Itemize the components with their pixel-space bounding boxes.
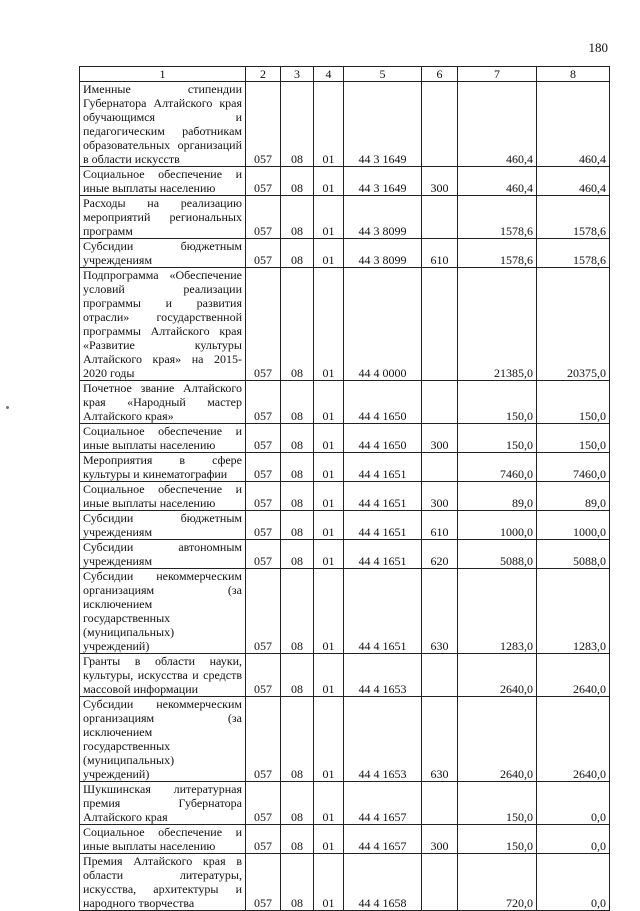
target-item-cell: 44 3 1649 bbox=[344, 82, 422, 167]
subsection-code-cell: 01 bbox=[314, 511, 344, 540]
expense-type-cell bbox=[422, 196, 458, 239]
amount-year2-cell: 1578,6 bbox=[537, 196, 610, 239]
amount-year1-cell: 1578,6 bbox=[458, 196, 537, 239]
ministry-code-cell: 057 bbox=[246, 167, 281, 196]
target-item-cell: 44 4 1653 bbox=[344, 654, 422, 697]
section-code-cell: 08 bbox=[281, 825, 314, 854]
amount-year2-cell: 1578,6 bbox=[537, 239, 610, 268]
expense-type-cell bbox=[422, 268, 458, 381]
page-number: 180 bbox=[588, 40, 608, 55]
subsection-code-cell: 01 bbox=[314, 424, 344, 453]
expense-type-cell bbox=[422, 82, 458, 167]
section-code-cell: 08 bbox=[281, 381, 314, 424]
target-item-cell: 44 4 1651 bbox=[344, 482, 422, 511]
amount-year1-cell: 150,0 bbox=[458, 424, 537, 453]
row-name-cell: Социальное обеспечение и иные выплаты населению bbox=[80, 482, 246, 511]
header-col-7: 7 bbox=[458, 67, 537, 82]
ministry-code-cell: 057 bbox=[246, 825, 281, 854]
section-code-cell: 08 bbox=[281, 697, 314, 782]
row-name-cell: Субсидии бюджетным учреждениям bbox=[80, 511, 246, 540]
subsection-code-cell: 01 bbox=[314, 381, 344, 424]
amount-year1-cell: 5088,0 bbox=[458, 540, 537, 569]
row-name-cell: Премия Алтайского края в области литературы, искусства, архитектуры и народного творчества bbox=[80, 854, 246, 911]
subsection-code-cell: 01 bbox=[314, 196, 344, 239]
subsection-code-cell: 01 bbox=[314, 239, 344, 268]
section-code-cell: 08 bbox=[281, 482, 314, 511]
expense-type-cell: 620 bbox=[422, 540, 458, 569]
amount-year2-cell: 89,0 bbox=[537, 482, 610, 511]
table-row bbox=[80, 482, 610, 511]
target-item-cell: 44 4 1653 bbox=[344, 697, 422, 782]
expense-type-cell: 610 bbox=[422, 239, 458, 268]
section-code-cell: 08 bbox=[281, 569, 314, 654]
amount-year2-cell: 1283,0 bbox=[537, 569, 610, 654]
table-row bbox=[80, 654, 610, 697]
ministry-code-cell: 057 bbox=[246, 268, 281, 381]
budget-table bbox=[79, 66, 610, 911]
header-row bbox=[80, 67, 610, 82]
row-name-cell: Подпрограмма «Обеспечение условий реализации программы и развития отрасли» государственной программы Алтайского края «Развитие культуры Алтайского края» на 2015-2020 годы bbox=[80, 268, 246, 381]
table-row bbox=[80, 825, 610, 854]
header-col-1: 1 bbox=[80, 67, 246, 82]
expense-type-cell: 630 bbox=[422, 697, 458, 782]
expense-type-cell bbox=[422, 854, 458, 911]
amount-year1-cell: 89,0 bbox=[458, 482, 537, 511]
table-row bbox=[80, 82, 610, 167]
ministry-code-cell: 057 bbox=[246, 854, 281, 911]
ministry-code-cell: 057 bbox=[246, 697, 281, 782]
row-name-cell: Гранты в области науки, культуры, искусства и средств массовой информации bbox=[80, 654, 246, 697]
table-body bbox=[80, 82, 610, 911]
row-name-cell: Почетное звание Алтайского края «Народный мастер Алтайского края» bbox=[80, 381, 246, 424]
header-col-4: 4 bbox=[314, 67, 344, 82]
amount-year2-cell: 460,4 bbox=[537, 167, 610, 196]
ministry-code-cell: 057 bbox=[246, 82, 281, 167]
amount-year1-cell: 1283,0 bbox=[458, 569, 537, 654]
ministry-code-cell: 057 bbox=[246, 540, 281, 569]
header-col-8: 8 bbox=[537, 67, 610, 82]
row-name-cell: Шукшинская литературная премия Губернатора Алтайского края bbox=[80, 782, 246, 825]
section-code-cell: 08 bbox=[281, 854, 314, 911]
target-item-cell: 44 4 1650 bbox=[344, 424, 422, 453]
row-name-cell: Субсидии некоммерческим организациям (за исключением государственных (муниципальных) учреждений) bbox=[80, 569, 246, 654]
amount-year1-cell: 2640,0 bbox=[458, 654, 537, 697]
table-row bbox=[80, 424, 610, 453]
section-code-cell: 08 bbox=[281, 654, 314, 697]
table-row bbox=[80, 540, 610, 569]
expense-type-cell bbox=[422, 381, 458, 424]
section-code-cell: 08 bbox=[281, 268, 314, 381]
table-row bbox=[80, 511, 610, 540]
target-item-cell: 44 3 1649 bbox=[344, 167, 422, 196]
ministry-code-cell: 057 bbox=[246, 453, 281, 482]
subsection-code-cell: 01 bbox=[314, 569, 344, 654]
header-col-3: 3 bbox=[281, 67, 314, 82]
section-code-cell: 08 bbox=[281, 424, 314, 453]
expense-type-cell: 300 bbox=[422, 424, 458, 453]
row-name-cell: Социальное обеспечение и иные выплаты населению bbox=[80, 825, 246, 854]
subsection-code-cell: 01 bbox=[314, 782, 344, 825]
subsection-code-cell: 01 bbox=[314, 697, 344, 782]
ministry-code-cell: 057 bbox=[246, 654, 281, 697]
subsection-code-cell: 01 bbox=[314, 540, 344, 569]
amount-year1-cell: 21385,0 bbox=[458, 268, 537, 381]
section-code-cell: 08 bbox=[281, 511, 314, 540]
row-name-cell: Именные стипендии Губернатора Алтайского края обучающимся и педагогическим работникам образовательных организаций в области искусств bbox=[80, 82, 246, 167]
scan-speck bbox=[6, 406, 9, 409]
target-item-cell: 44 4 1657 bbox=[344, 782, 422, 825]
section-code-cell: 08 bbox=[281, 239, 314, 268]
subsection-code-cell: 01 bbox=[314, 854, 344, 911]
table-row bbox=[80, 453, 610, 482]
expense-type-cell: 300 bbox=[422, 167, 458, 196]
table-row bbox=[80, 196, 610, 239]
amount-year2-cell: 0,0 bbox=[537, 782, 610, 825]
subsection-code-cell: 01 bbox=[314, 825, 344, 854]
amount-year1-cell: 7460,0 bbox=[458, 453, 537, 482]
ministry-code-cell: 057 bbox=[246, 196, 281, 239]
amount-year2-cell: 5088,0 bbox=[537, 540, 610, 569]
expense-type-cell: 300 bbox=[422, 825, 458, 854]
amount-year1-cell: 460,4 bbox=[458, 167, 537, 196]
ministry-code-cell: 057 bbox=[246, 569, 281, 654]
amount-year2-cell: 150,0 bbox=[537, 424, 610, 453]
row-name-cell: Субсидии бюджетным учреждениям bbox=[80, 239, 246, 268]
amount-year2-cell: 2640,0 bbox=[537, 697, 610, 782]
target-item-cell: 44 4 1651 bbox=[344, 511, 422, 540]
target-item-cell: 44 4 1658 bbox=[344, 854, 422, 911]
target-item-cell: 44 4 1657 bbox=[344, 825, 422, 854]
table-row bbox=[80, 268, 610, 381]
section-code-cell: 08 bbox=[281, 782, 314, 825]
row-name-cell: Субсидии некоммерческим организациям (за исключением государственных (муниципальных) учреждений) bbox=[80, 697, 246, 782]
row-name-cell: Расходы на реализацию мероприятий региональных программ bbox=[80, 196, 246, 239]
expense-type-cell: 630 bbox=[422, 569, 458, 654]
ministry-code-cell: 057 bbox=[246, 782, 281, 825]
expense-type-cell bbox=[422, 782, 458, 825]
section-code-cell: 08 bbox=[281, 540, 314, 569]
expense-type-cell bbox=[422, 453, 458, 482]
table-row bbox=[80, 782, 610, 825]
section-code-cell: 08 bbox=[281, 82, 314, 167]
target-item-cell: 44 4 1651 bbox=[344, 540, 422, 569]
table-header bbox=[80, 67, 610, 82]
ministry-code-cell: 057 bbox=[246, 482, 281, 511]
header-col-6: 6 bbox=[422, 67, 458, 82]
row-name-cell: Социальное обеспечение и иные выплаты населению bbox=[80, 424, 246, 453]
table-row bbox=[80, 854, 610, 911]
table-row bbox=[80, 239, 610, 268]
ministry-code-cell: 057 bbox=[246, 381, 281, 424]
amount-year1-cell: 150,0 bbox=[458, 825, 537, 854]
amount-year2-cell: 20375,0 bbox=[537, 268, 610, 381]
table-row bbox=[80, 569, 610, 654]
table-row bbox=[80, 167, 610, 196]
amount-year2-cell: 0,0 bbox=[537, 825, 610, 854]
amount-year2-cell: 2640,0 bbox=[537, 654, 610, 697]
subsection-code-cell: 01 bbox=[314, 268, 344, 381]
table-row bbox=[80, 697, 610, 782]
row-name-cell: Субсидии автономным учреждениям bbox=[80, 540, 246, 569]
ministry-code-cell: 057 bbox=[246, 511, 281, 540]
amount-year2-cell: 0,0 bbox=[537, 854, 610, 911]
amount-year1-cell: 460,4 bbox=[458, 82, 537, 167]
amount-year2-cell: 150,0 bbox=[537, 381, 610, 424]
subsection-code-cell: 01 bbox=[314, 654, 344, 697]
subsection-code-cell: 01 bbox=[314, 453, 344, 482]
expense-type-cell: 300 bbox=[422, 482, 458, 511]
amount-year2-cell: 460,4 bbox=[537, 82, 610, 167]
amount-year1-cell: 150,0 bbox=[458, 381, 537, 424]
amount-year1-cell: 1000,0 bbox=[458, 511, 537, 540]
ministry-code-cell: 057 bbox=[246, 239, 281, 268]
expense-type-cell: 610 bbox=[422, 511, 458, 540]
target-item-cell: 44 4 1650 bbox=[344, 381, 422, 424]
section-code-cell: 08 bbox=[281, 453, 314, 482]
amount-year1-cell: 150,0 bbox=[458, 782, 537, 825]
target-item-cell: 44 4 1651 bbox=[344, 569, 422, 654]
target-item-cell: 44 4 0000 bbox=[344, 268, 422, 381]
expense-type-cell bbox=[422, 654, 458, 697]
row-name-cell: Мероприятия в сфере культуры и кинематографии bbox=[80, 453, 246, 482]
target-item-cell: 44 3 8099 bbox=[344, 196, 422, 239]
subsection-code-cell: 01 bbox=[314, 167, 344, 196]
amount-year1-cell: 720,0 bbox=[458, 854, 537, 911]
amount-year1-cell: 1578,6 bbox=[458, 239, 537, 268]
target-item-cell: 44 3 8099 bbox=[344, 239, 422, 268]
ministry-code-cell: 057 bbox=[246, 424, 281, 453]
table-row bbox=[80, 381, 610, 424]
amount-year1-cell: 2640,0 bbox=[458, 697, 537, 782]
row-name-cell: Социальное обеспечение и иные выплаты населению bbox=[80, 167, 246, 196]
subsection-code-cell: 01 bbox=[314, 482, 344, 511]
amount-year2-cell: 1000,0 bbox=[537, 511, 610, 540]
section-code-cell: 08 bbox=[281, 196, 314, 239]
header-col-2: 2 bbox=[246, 67, 281, 82]
section-code-cell: 08 bbox=[281, 167, 314, 196]
header-col-5: 5 bbox=[344, 67, 422, 82]
amount-year2-cell: 7460,0 bbox=[537, 453, 610, 482]
subsection-code-cell: 01 bbox=[314, 82, 344, 167]
target-item-cell: 44 4 1651 bbox=[344, 453, 422, 482]
